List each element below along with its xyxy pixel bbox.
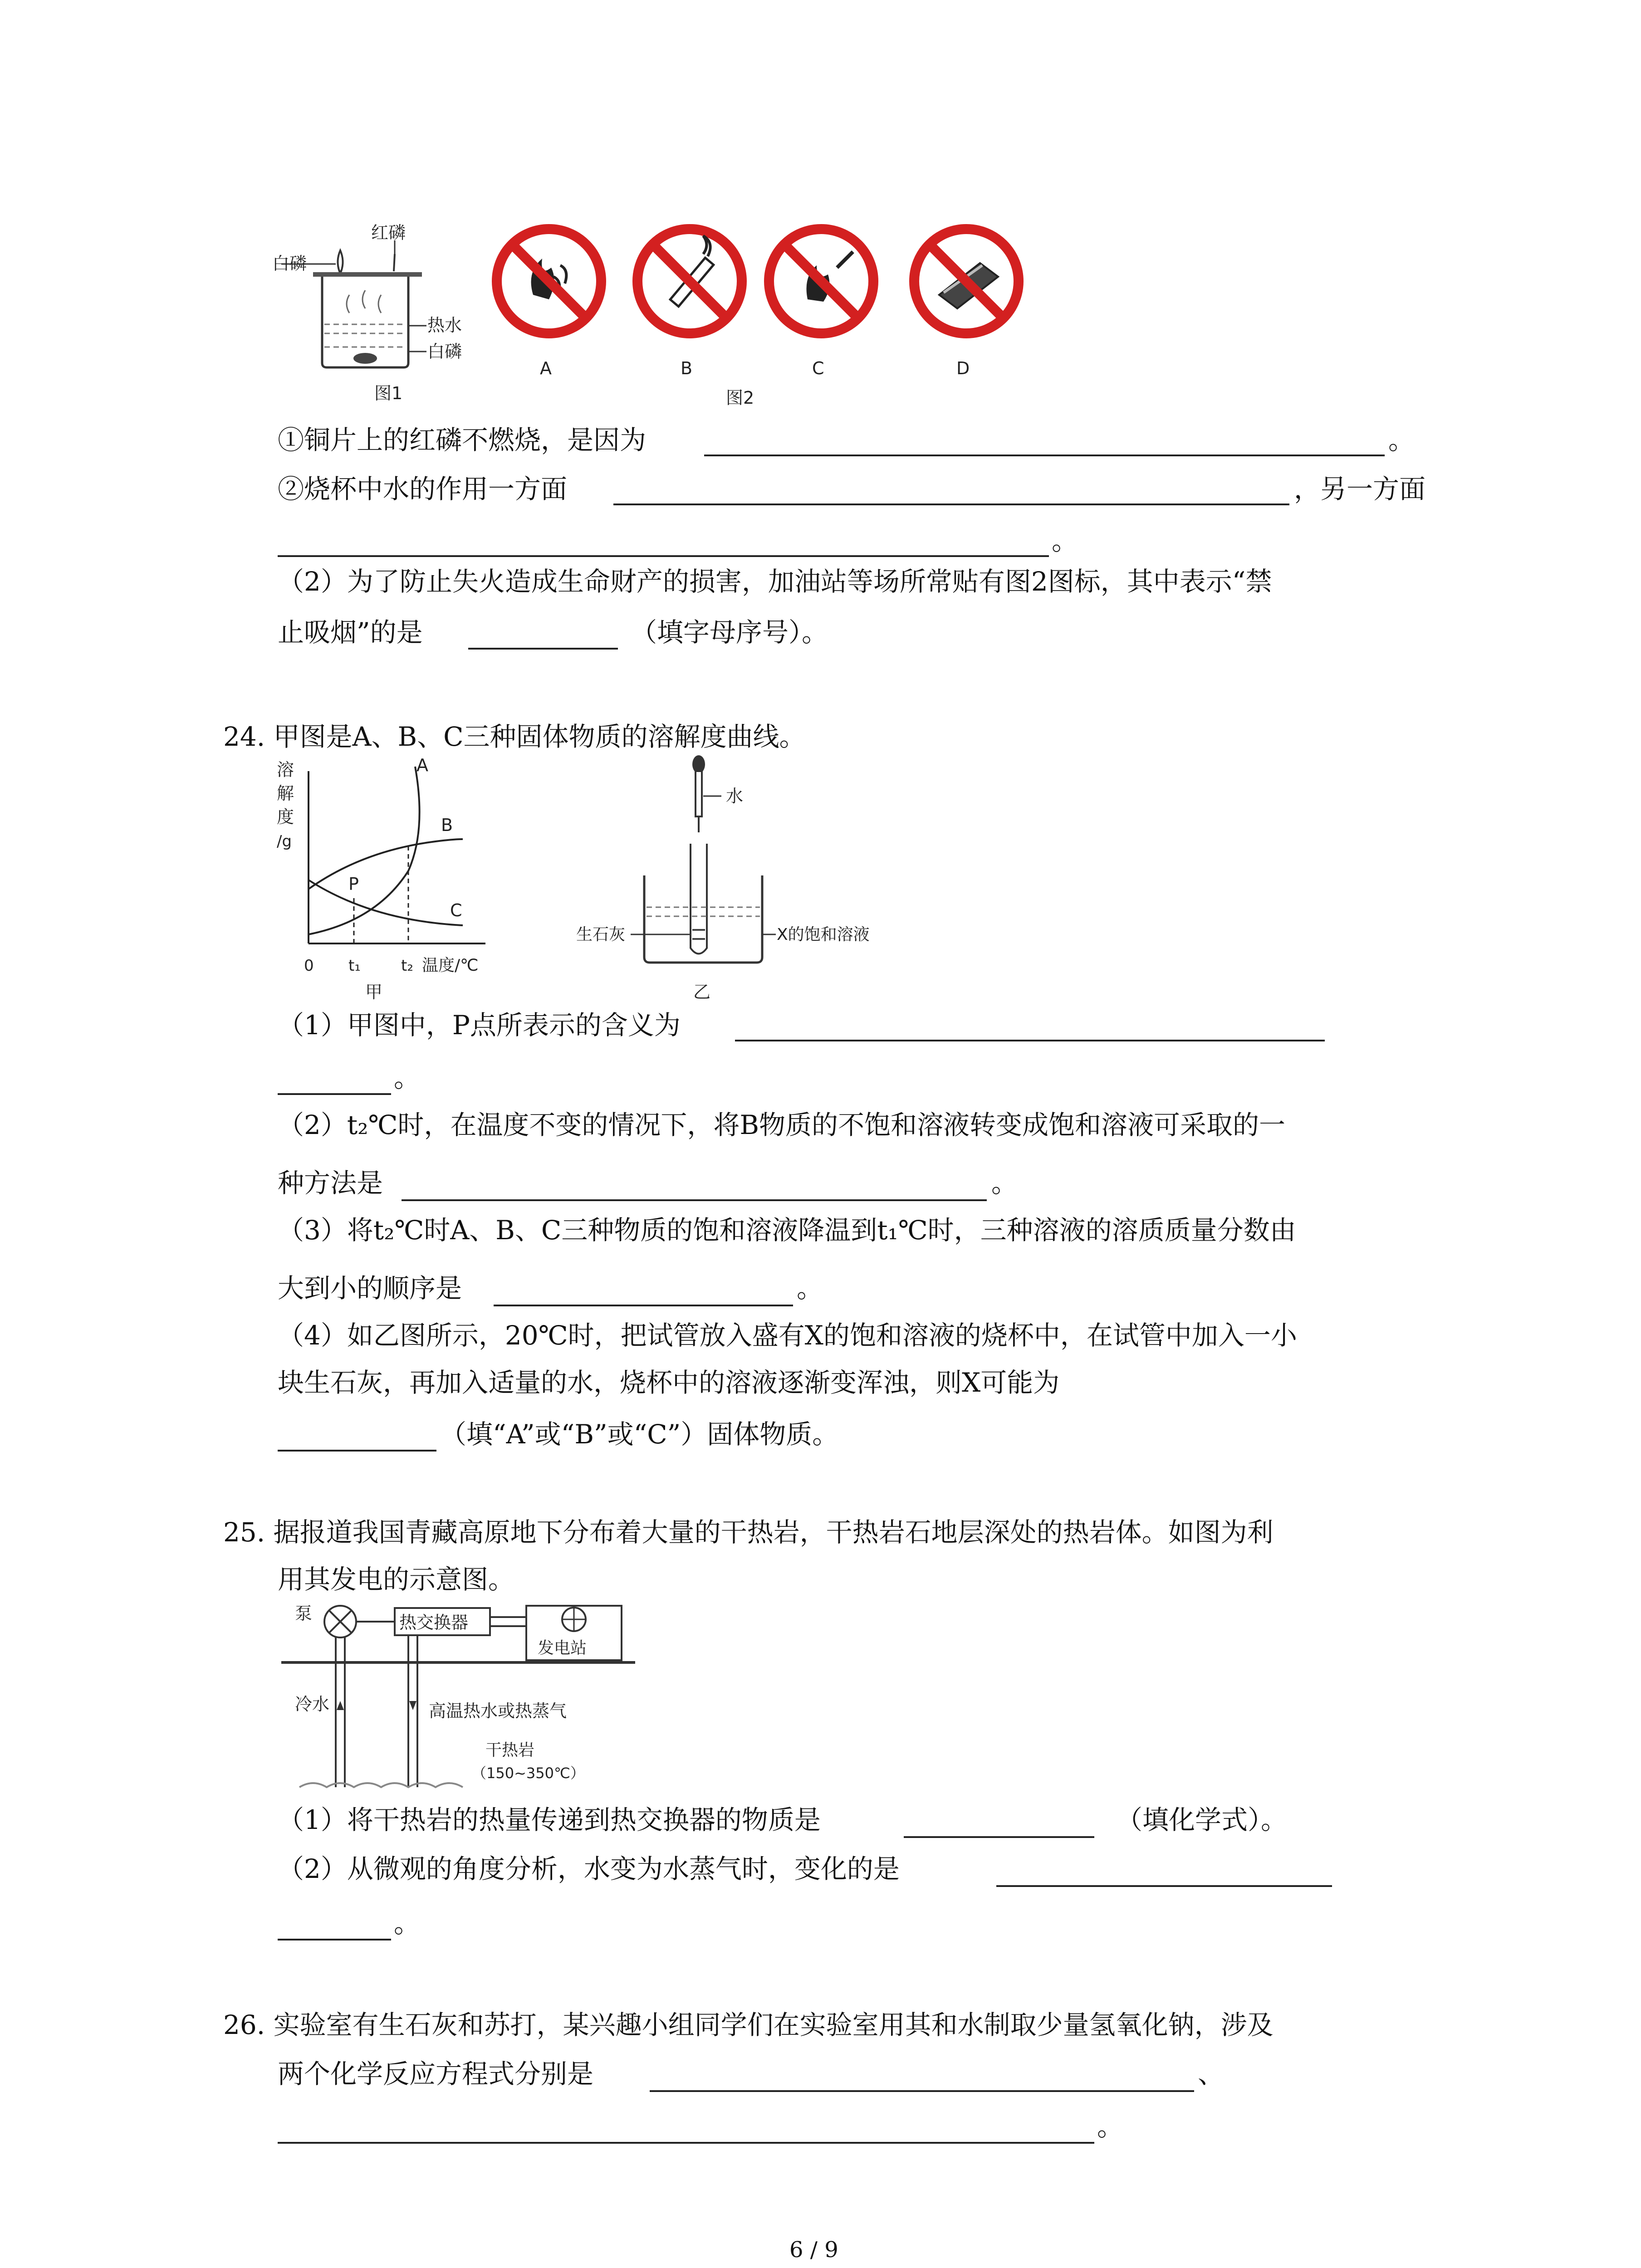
q25-stem-line2: 用其发电的示意图。 [278,1564,515,1595]
q24-sub2-line2a: 种方法是 [278,1168,383,1198]
q25-answer-blank-2[interactable] [996,1885,1332,1887]
q23-sub1-b-mid: ，另一方面 [1294,474,1426,504]
q23-sub2-line2b: （填字母序号）。 [631,617,828,648]
x-tick-t2: t₂ [401,957,413,975]
label-rock: 干热岩 [485,1741,535,1760]
q23-sub2-line2a: 止吸烟”的是 [278,617,423,648]
xlabel: 温度/℃ [422,956,479,975]
q24-answer-blank-4[interactable] [278,1450,436,1452]
q23-sub1-b-end: 。 [1052,525,1078,556]
q25-sub2-end: 。 [394,1908,421,1939]
sign-c-letter: C [812,358,824,378]
label-white-phosphorus-top: 白磷 [272,254,307,274]
caption-jia: 甲 [365,982,383,1002]
label-red-phosphorus: 红磷 [371,223,406,243]
q23-answer-blank-4[interactable] [468,648,618,650]
q25-stem-line1: 25. 据报道我国青藏高原地下分布着大量的干热岩，干热岩石地层深处的热岩体。如图为利 [223,1517,1274,1548]
curve-label-c: C [450,900,462,920]
figure-hot-dry-rock-power [272,1597,726,1801]
q26-line2a: 两个化学反应方程式分别是 [278,2058,594,2089]
label-pump: 泵 [295,1603,313,1623]
sign-a-letter: A [540,358,552,378]
ylabel-char-1: 溶 [277,760,294,780]
q25-sub1b: （填化学式）。 [1116,1804,1288,1835]
q24-answer-blank-1b[interactable] [278,1093,391,1095]
q25-answer-blank-2b[interactable] [278,1939,391,1941]
label-hot-water: 热水 [427,315,462,335]
label-station: 发电站 [538,1639,587,1657]
caption-fig2: 图2 [726,388,754,408]
q26-line1: 26. 实验室有生石灰和苏打，某兴趣小组同学们在实验室用其和水制取少量氢氧化钠，涉及 [223,2009,1274,2040]
caption-fig1: 图1 [374,383,403,403]
q23-sub1-b: ②烧杯中水的作用一方面 [278,474,568,504]
figure-prohibition-signs [490,222,1062,413]
ylabel-char-3: 度 [277,807,294,827]
figure-combustion-experiment [272,222,463,413]
curve-label-b: B [441,815,453,835]
label-white-phosphorus-bottom: 白磷 [427,342,462,362]
q24-sub1-end: 。 [394,1062,421,1093]
q24-sub3-line2b: 。 [797,1273,823,1304]
ylabel-char-4: /g [277,832,292,850]
copper-plate [313,272,422,277]
q25-sub1a: （1）将干热岩的热量传递到热交换器的物质是 [278,1804,821,1835]
caption-yi: 乙 [693,982,711,1002]
label-quicklime: 生石灰 [576,925,626,944]
q25-answer-blank-1[interactable] [904,1836,1094,1838]
ylabel-char-2: 解 [277,783,294,803]
q24-answer-blank-3[interactable] [494,1305,793,1306]
label-hot-water-steam: 高温热水或热蒸气 [429,1701,567,1721]
q24-answer-blank-2[interactable] [402,1199,987,1201]
q23-sub1-a-end: 。 [1388,425,1415,455]
sign-b-no-smoking [637,229,742,378]
q24-sub3-line2a: 大到小的顺序是 [278,1273,462,1304]
label-exchanger: 热交换器 [399,1613,469,1633]
sign-b-letter: B [681,358,693,378]
q26-line2b: 、 [1198,2058,1225,2089]
sign-d-no-fireworks [914,229,1019,378]
q24-sub2-line1: （2）t₂℃时，在温度不变的情况下，将B物质的不饱和溶液转变成饱和溶液可采取的一 [278,1110,1285,1140]
x-tick-t1: t₁ [348,957,361,975]
q24-stem: 24. 甲图是A、B、C三种固体物质的溶解度曲线。 [223,721,806,752]
q24-sub4-line3: （填“A”或“B”或“C”）固体物质。 [440,1419,839,1450]
sign-c-no-open-flame [769,229,873,378]
figure-test-tube-apparatus [576,753,903,1002]
q24-answer-blank-1[interactable] [735,1040,1325,1041]
label-saturated-solution: X的饱和溶液 [777,925,870,944]
q24-sub4-line1: （4）如乙图所示，20℃时，把试管放入盛有X的饱和溶液的烧杯中，在试管中加入一小 [278,1320,1297,1351]
label-cold-water: 冷水 [295,1694,330,1714]
q24-sub3-line1: （3）将t₂℃时A、B、C三种物质的饱和溶液降温到t₁℃时，三种溶液的溶质质量分数由 [278,1215,1296,1246]
page-number: 6 / 9 [789,2237,838,2263]
q23-sub2-line1: （2）为了防止失火造成生命财产的损害，加油站等场所常贴有图2图标，其中表示“禁 [278,566,1272,597]
sign-a-no-fire [497,229,601,378]
label-rock-temp: （150~350℃） [472,1765,585,1782]
label-water: 水 [726,786,744,806]
q23-answer-blank-2[interactable] [613,503,1289,505]
q23-answer-blank-3[interactable] [278,555,1049,557]
q23-answer-blank-1[interactable] [704,455,1385,456]
q25-sub2a: （2）从微观的角度分析，水变为水蒸气时，变化的是 [278,1853,900,1884]
q24-sub1: （1）甲图中，P点所表示的含义为 [278,1010,681,1041]
figure-solubility-curve [272,758,508,1002]
q23-sub1-a: ①铜片上的红磷不燃烧，是因为 [278,425,647,455]
q24-sub2-line2b: 。 [991,1168,1018,1198]
curve-label-a: A [416,758,428,775]
q26-answer-blank-1[interactable] [650,2090,1194,2092]
point-label-p: P [348,874,359,894]
q26-answer-blank-2[interactable] [278,2142,1094,2144]
sign-d-letter: D [956,358,970,378]
q26-line3-end: 。 [1097,2111,1124,2142]
x-tick-origin: 0 [304,957,314,975]
q24-sub4-line2: 块生石灰，再加入适量的水，烧杯中的溶液逐渐变浑浊，则X可能为 [278,1367,1060,1398]
